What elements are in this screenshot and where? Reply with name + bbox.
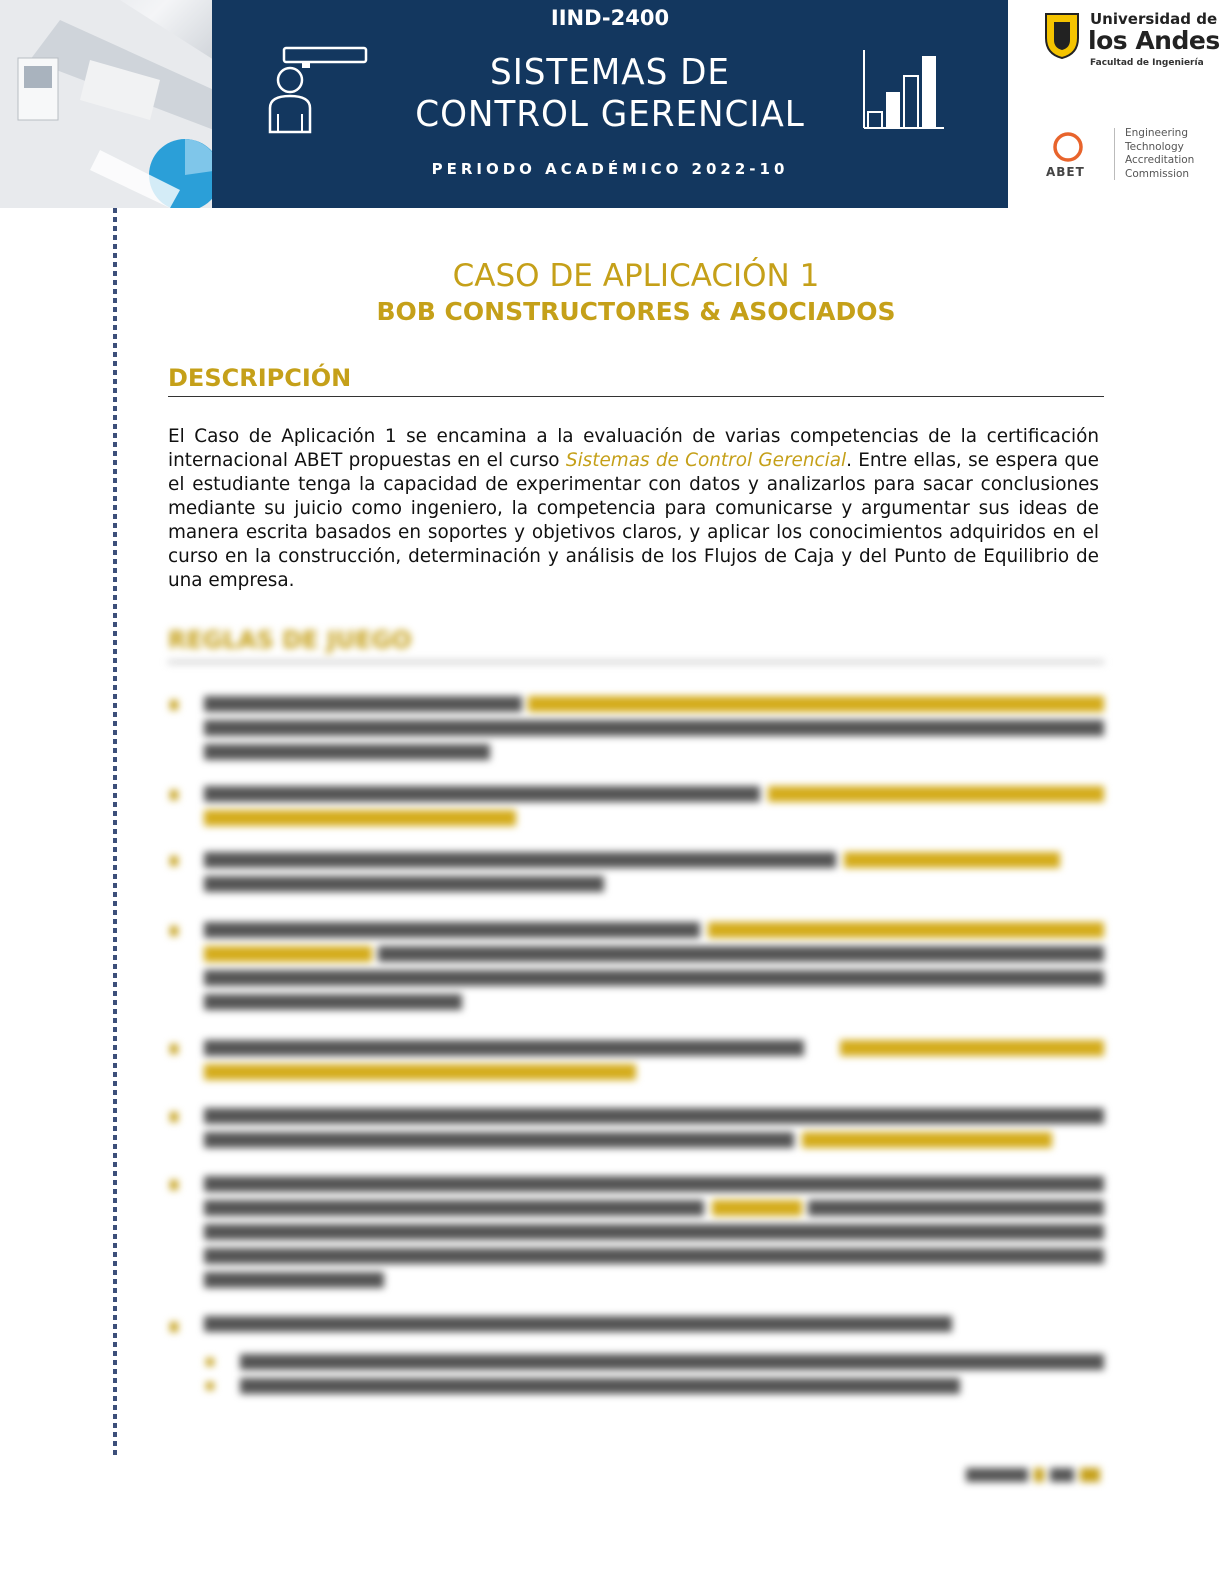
course-name-link: Sistemas de Control Gerencial [565, 450, 847, 471]
case-subtitle: BOB CONSTRUCTORES & ASOCIADOS [376, 297, 896, 326]
banner-title-line2: CONTROL GERENCIAL [415, 94, 805, 135]
laptop-photo [0, 0, 214, 208]
abet-line-1: Engineering [1125, 127, 1188, 139]
abet-acronym: ABET [1046, 165, 1085, 179]
abet-line-3: Accreditation [1125, 154, 1195, 166]
rules-heading: REGLAS DE JUEGO [168, 626, 1104, 664]
course-code: IIND-2400 [550, 6, 670, 30]
abet-separator [1114, 128, 1115, 180]
page-footer [960, 1464, 1104, 1488]
banner-title-area [212, 0, 1008, 208]
university-name-line2: los Andes [1088, 26, 1220, 55]
bar-chart-icon [860, 48, 946, 132]
description-heading: DESCRIPCIÓN [168, 364, 1104, 397]
blurred-rules-illustration [168, 684, 1108, 1404]
header-banner [0, 0, 1224, 208]
description-paragraph [168, 425, 1099, 593]
description-text-2: . Entre ellas, se espera que el estudiante tenga la capacidad de experimentar con datos y analizarlos para sacar conclusiones mediante su juicio como ingeniero, la competencia para comunicarse y argumentar sus ideas de manera escrita basados en soportes y objetivos claros, y aplicar los conocimientos adquiridos en el curso en la construcción, determinación y análisis de los Flujos de Caja y del Punto de Equilibrio de una empresa. [168, 450, 1100, 591]
logos-area [1008, 0, 1224, 208]
case-title: CASO DE APLICACIÓN 1 [452, 258, 820, 294]
laptop-photo-illustration [0, 0, 214, 208]
academic-period: PERIODO ACADÉMICO 2022-10 [431, 160, 789, 178]
left-dotted-rule [113, 208, 117, 1456]
abet-commission [1125, 127, 1194, 181]
description-text-1: El Caso de Aplicación 1 se encamina a la evaluación de varias competencias de la certificación internacional ABET propuestas en el curso [168, 426, 1099, 471]
university-name-line1: Universidad de [1090, 10, 1218, 28]
abet-line-2: Technology [1125, 140, 1184, 153]
uniandes-shield-icon [1042, 10, 1082, 60]
abet-line-4: Commission [1125, 167, 1190, 180]
abet-ring-icon [1050, 130, 1086, 164]
banner-title-line1: SISTEMAS DE [490, 52, 730, 93]
faculty-name: Facultad de Ingeniería [1090, 58, 1204, 68]
